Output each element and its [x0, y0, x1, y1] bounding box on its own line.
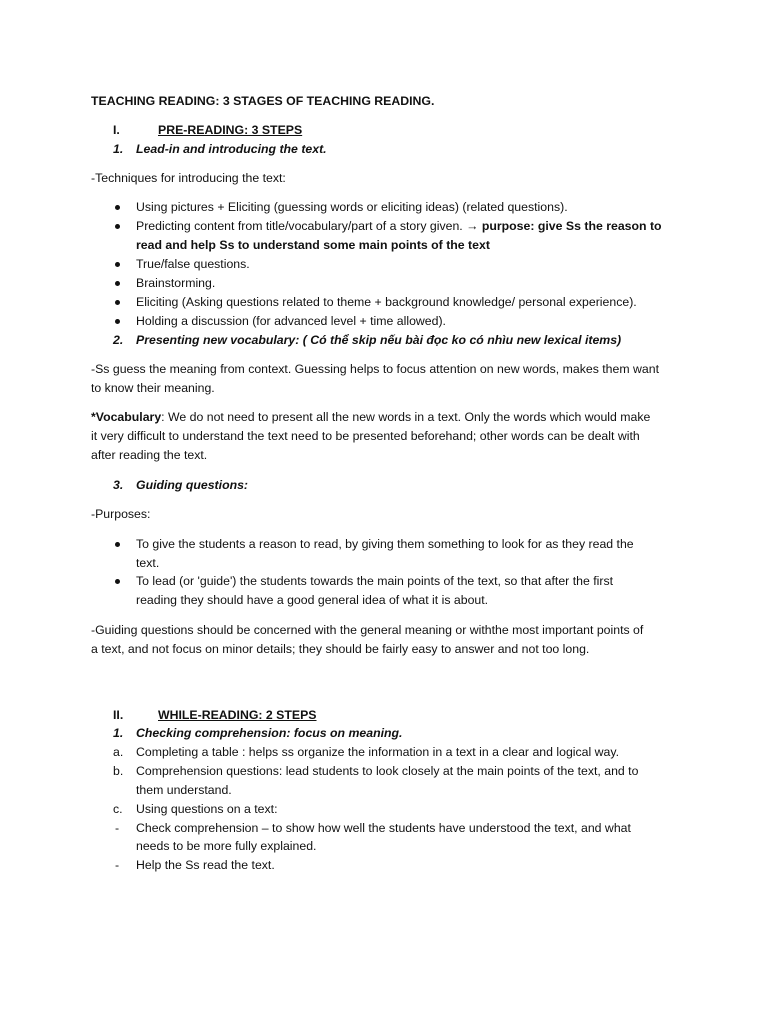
guiding-paragraph-line-1: -Guiding questions should be concerned with the general meaning or withthe most important points of [91, 623, 644, 637]
section-2-numeral: II. [113, 708, 124, 722]
bullet-dot [115, 224, 120, 229]
step-2-title: Presenting new vocabulary: ( Có thể skip nếu bài đọc ko có nhìu new lexical items) [136, 333, 622, 347]
vocabulary-paragraph-line-3: after reading the text. [91, 448, 208, 462]
step-1-number: 1. [113, 142, 124, 156]
bullet-dot [115, 205, 120, 210]
section-2-heading: WHILE-READING: 2 STEPS [158, 708, 317, 722]
technique-item-2-purpose: purpose: give Ss the reason to [481, 219, 662, 233]
purpose-item-2-line-2: reading they should have a good general idea of what it is about. [136, 593, 489, 607]
technique-item-2 [136, 217, 662, 236]
guess-paragraph-line-1: -Ss guess the meaning from context. Guessing helps to focus attention on new words, makes them want [91, 362, 659, 376]
purpose-item-1-line-1: To give the students a reason to read, by giving them something to look for as they read the [136, 537, 634, 551]
section-2-step-1-number: 1. [113, 726, 124, 740]
bullet-dot [115, 262, 120, 267]
item-a-text: Completing a table : helps ss organize the information in a text in a clear and logical way. [136, 745, 620, 759]
technique-item-2-text: Predicting content from title/vocabulary/part of a story given. → [136, 219, 482, 233]
item-c-text: Using questions on a text: [136, 802, 278, 816]
bullet-dot [115, 542, 120, 547]
bullet-dot [115, 281, 120, 286]
dash-item-1-line-1: Check comprehension – to show how well the students have understood the text, and what [136, 821, 631, 835]
guiding-paragraph-line-2: a text, and not focus on minor details; they should be fairly easy to answer and not too long. [91, 642, 590, 656]
technique-item-5: Eliciting (Asking questions related to theme + background knowledge/ personal experience). [136, 295, 637, 309]
step-2-number: 2. [113, 333, 124, 347]
bullet-dot [115, 319, 120, 324]
purposes-label: -Purposes: [91, 507, 151, 521]
item-b-marker: b. [113, 764, 124, 778]
document-title: TEACHING READING: 3 STAGES OF TEACHING READING. [91, 94, 435, 108]
vocabulary-paragraph-line-1 [91, 408, 650, 427]
techniques-intro: -Techniques for introducing the text: [91, 171, 286, 185]
item-b-line-1: Comprehension questions: lead students to look closely at the main points of the text, and to [136, 764, 639, 778]
section-1-numeral: I. [113, 123, 120, 137]
vocabulary-paragraph-line-2: it very difficult to understand the text need to be presented beforehand; other words can be dealt with [91, 429, 640, 443]
bullet-dot [115, 579, 120, 584]
bullet-dot [115, 300, 120, 305]
step-3-title: Guiding questions: [136, 478, 249, 492]
dash-marker-1: - [115, 821, 120, 835]
guess-paragraph-line-2: to know their meaning. [91, 381, 215, 395]
technique-item-2-continued: read and help Ss to understand some main points of the text [136, 238, 490, 252]
technique-item-4: Brainstorming. [136, 276, 216, 290]
step-1-title: Lead-in and introducing the text. [136, 142, 327, 156]
section-2-step-1-title: Checking comprehension: focus on meaning. [136, 726, 403, 740]
item-a-marker: a. [113, 745, 124, 759]
technique-item-1: Using pictures + Eliciting (guessing words or eliciting ideas) (related questions). [136, 200, 568, 214]
purpose-item-1-line-2: text. [136, 556, 160, 570]
item-b-line-2: them understand. [136, 783, 232, 797]
dash-item-1-line-2: needs to be more fully explained. [136, 839, 317, 853]
dash-item-2-text: Help the Ss read the text. [136, 858, 275, 872]
vocabulary-text: : We do not need to present all the new words in a text. Only the words which would make [161, 410, 651, 424]
technique-item-3: True/false questions. [136, 257, 250, 271]
technique-item-6: Holding a discussion (for advanced level + time allowed). [136, 314, 446, 328]
dash-marker-2: - [115, 858, 120, 872]
vocabulary-label: *Vocabulary [91, 410, 162, 424]
section-1-heading: PRE-READING: 3 STEPS [158, 123, 303, 137]
purpose-item-2-line-1: To lead (or 'guide') the students towards the main points of the text, so that after the first [136, 574, 614, 588]
item-c-marker: c. [113, 802, 123, 816]
step-3-number: 3. [113, 478, 124, 492]
